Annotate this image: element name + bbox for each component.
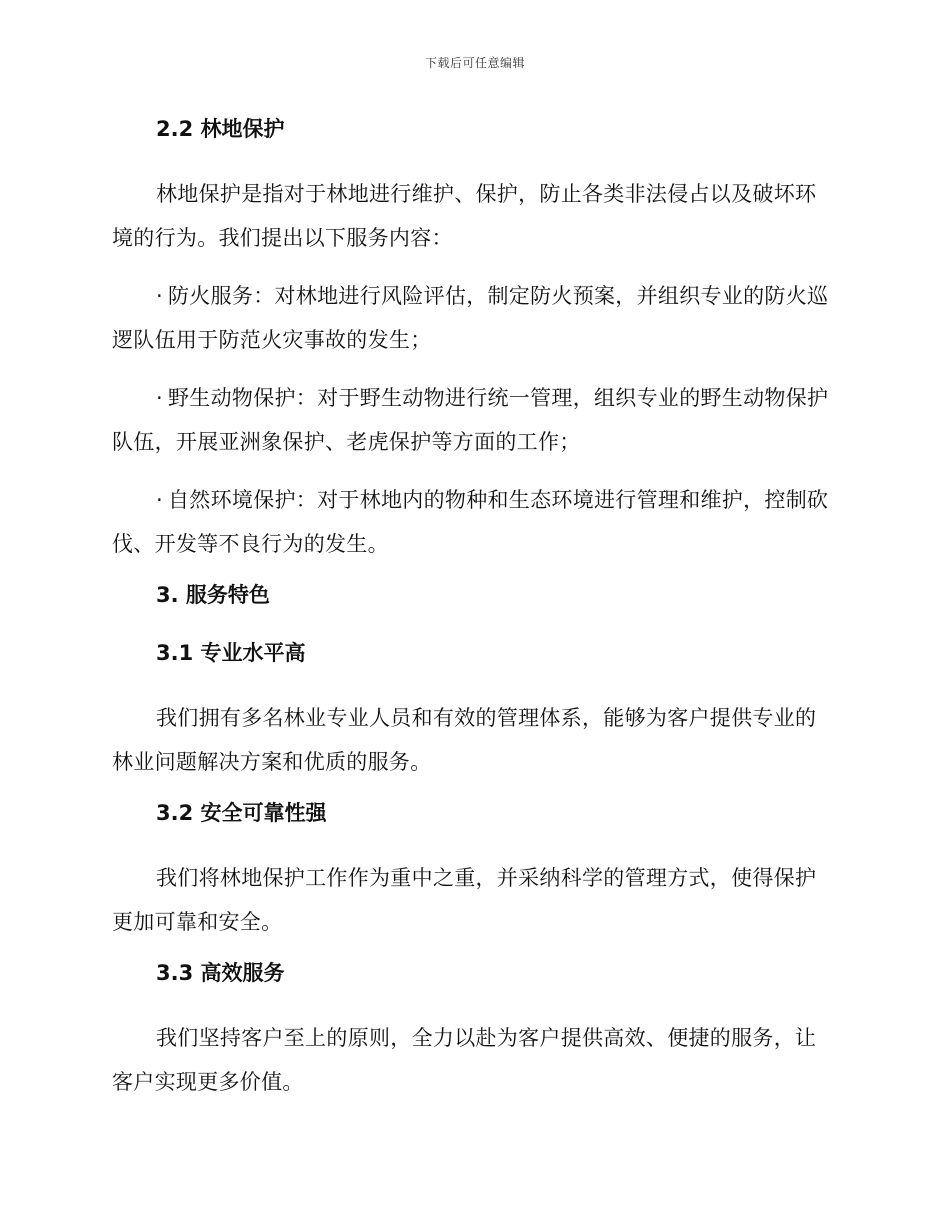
bullet-dot: ·	[156, 386, 163, 410]
bullet-text: 野生动物保护：对于野生动物进行统一管理，组织专业的野生动物保护队伍，开展亚洲象保护、老虎保护等方面的工作；	[112, 386, 829, 454]
bullet-nature-protection	[112, 478, 834, 566]
bullet-text: 防火服务：对林地进行风险评估，制定防火预案，并组织专业的防火巡逻队伍用于防范火灾事故的发生；	[112, 284, 829, 352]
bullet-wildlife-protection	[112, 376, 834, 464]
bullet-dot: ·	[156, 284, 163, 308]
bullet-fire-service	[112, 274, 834, 362]
paragraph-3-3: 我们坚持客户至上的原则，全力以赴为客户提供高效、便捷的服务，让客户实现更多价值。	[112, 1026, 817, 1094]
bullet-dot: ·	[156, 488, 163, 512]
heading-3-2: 3.2 安全可靠性强	[156, 801, 327, 825]
paragraph-3-1: 我们拥有多名林业专业人员和有效的管理体系，能够为客户提供专业的林业问题解决方案和优质的服务。	[112, 706, 817, 774]
document-body	[112, 114, 834, 1118]
heading-3: 3. 服务特色	[156, 583, 270, 607]
page-header: 下载后可任意编辑	[424, 56, 525, 70]
paragraph-3-2: 我们将林地保护工作作为重中之重，并采纳科学的管理方式，使得保护更加可靠和安全。	[112, 866, 817, 934]
heading-3-1: 3.1 专业水平高	[156, 641, 306, 665]
heading-2-2: 2.2 林地保护	[156, 117, 285, 141]
heading-3-3: 3.3 高效服务	[156, 961, 285, 985]
paragraph-2-2: 林地保护是指对于林地进行维护、保护，防止各类非法侵占以及破坏环境的行为。我们提出以下服务内容：	[112, 182, 817, 250]
bullet-text: 自然环境保护：对于林地内的物种和生态环境进行管理和维护，控制砍伐、开发等不良行为的发生。	[112, 488, 829, 556]
